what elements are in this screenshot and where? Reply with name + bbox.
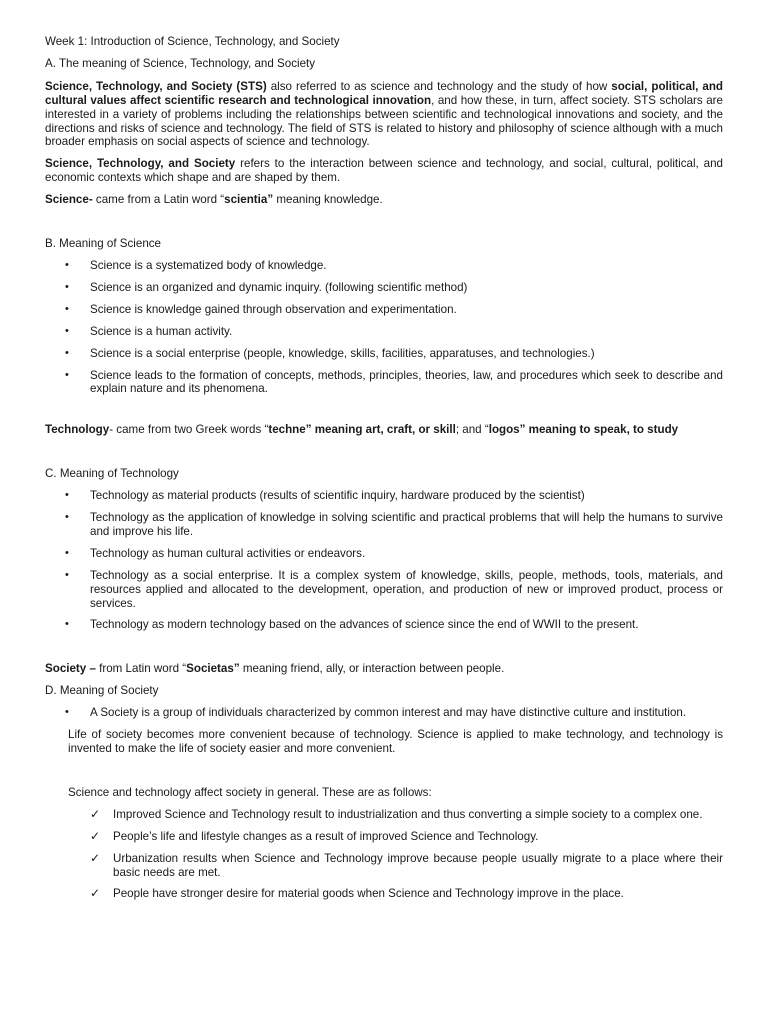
bullet-icon: • [65, 302, 69, 315]
list-item: • Science is a human activity. [65, 324, 233, 338]
bullet-icon: • [65, 368, 69, 381]
sts-definition-paragraph: Science, Technology, and Society (STS) also referred to as science and technology and the study of how social, political, and cultural values affect scientific research and technological innovation, and how these, in turn, affect society. STS scholars are interested in a variety of problems including the relationships between scientific and technological innovations and society, and the directions and risks of science and technology. The field of STS is related to history and philosophy of science although with a much broader emphasis on social aspects of science and technology. [45, 79, 723, 149]
checkmark-icon: ✓ [90, 828, 101, 843]
bullet-icon: • [65, 346, 69, 359]
list-item: • Science is an organized and dynamic inquiry. (following scientific method) [65, 280, 468, 294]
document-page [45, 35, 723, 909]
bullet-icon: • [65, 511, 69, 524]
list-item: • Technology as human cultural activities or endeavors. [65, 546, 366, 560]
effects-intro: Science and technology affect society in general. These are as follows: [68, 785, 432, 799]
science-meaning-list [45, 259, 723, 396]
checkmark-icon: ✓ [90, 806, 101, 821]
list-item: • Science leads to the formation of concepts, methods, principles, theories, law, and procedures which seek to describe and explain nature and its phenomena. [65, 368, 723, 396]
section-d-heading: D. Meaning of Society [45, 684, 159, 698]
bullet-icon: • [65, 618, 69, 631]
list-item: ✓ Improved Science and Technology result to industrialization and thus converting a simple society to a complex one. [90, 806, 703, 821]
list-item: ✓ Urbanization results when Science and Technology improve because people usually migrate to a place where their basic needs are met. [90, 850, 723, 879]
society-etymology: Society – from Latin word “Societas” meaning friend, ally, or interaction between people. [45, 662, 505, 676]
technology-etymology: Technology- came from two Greek words “techne” meaning art, craft, or skill; and “logos” meaning to speak, to study [45, 423, 679, 437]
list-item: • Science is a systematized body of knowledge. [65, 258, 327, 272]
bullet-icon: • [65, 568, 69, 581]
bullet-icon: • [65, 280, 69, 293]
checkmark-icon: ✓ [90, 850, 101, 865]
effects-checklist [45, 808, 723, 902]
list-item: ✓ People have stronger desire for material goods when Science and Technology improve in the place. [90, 886, 624, 901]
section-c-heading: C. Meaning of Technology [45, 467, 179, 481]
document-title: Week 1: Introduction of Science, Technology, and Society [45, 35, 340, 48]
society-meaning-list [45, 706, 723, 720]
list-item: • Science is a social enterprise (people, knowledge, skills, facilities, apparatuses, and technologies.) [65, 346, 595, 360]
list-item: • Technology as the application of knowledge in solving scientific and practical problems that will help the humans to survive and improve his life. [65, 511, 723, 538]
bullet-icon: • [65, 546, 69, 559]
science-etymology: Science- came from a Latin word “scientia” meaning knowledge. [45, 193, 383, 207]
sts-interaction-paragraph: Science, Technology, and Society refers to the interaction between science and technology, and social, cultural, political, and economic contexts which shape and are shaped by them. [45, 157, 724, 185]
bullet-icon: • [65, 324, 69, 337]
section-a-heading: A. The meaning of Science, Technology, and Society [45, 56, 316, 70]
list-item: • A Society is a group of individuals characterized by common interest and may have distinctive culture and institution. [65, 706, 687, 720]
technology-meaning-list [45, 489, 723, 632]
bullet-icon: • [65, 706, 69, 719]
list-item: • Technology as material products (results of scientific inquiry, hardware produced by the scientist) [65, 489, 585, 503]
list-item: • Science is knowledge gained through observation and experimentation. [65, 302, 457, 316]
list-item: • Technology as modern technology based on the advances of science since the end of WWII to the present. [65, 618, 639, 632]
society-convenience-paragraph: Life of society becomes more convenient because of technology. Science is applied to make technology, and technology is invented to make the life of society easier and more convenient. [68, 728, 723, 755]
bullet-icon: • [65, 258, 69, 271]
checkmark-icon: ✓ [90, 886, 101, 901]
list-item: • Technology as a social enterprise. It is a complex system of knowledge, skills, people, methods, tools, materials, and resources applied and allocated to the development, operation, and production of new or improved product, process or services. [65, 568, 723, 610]
list-item: ✓ People’s life and lifestyle changes as a result of improved Science and Technology. [90, 828, 539, 843]
bullet-icon: • [65, 489, 69, 502]
section-b-heading: B. Meaning of Science [45, 237, 162, 251]
